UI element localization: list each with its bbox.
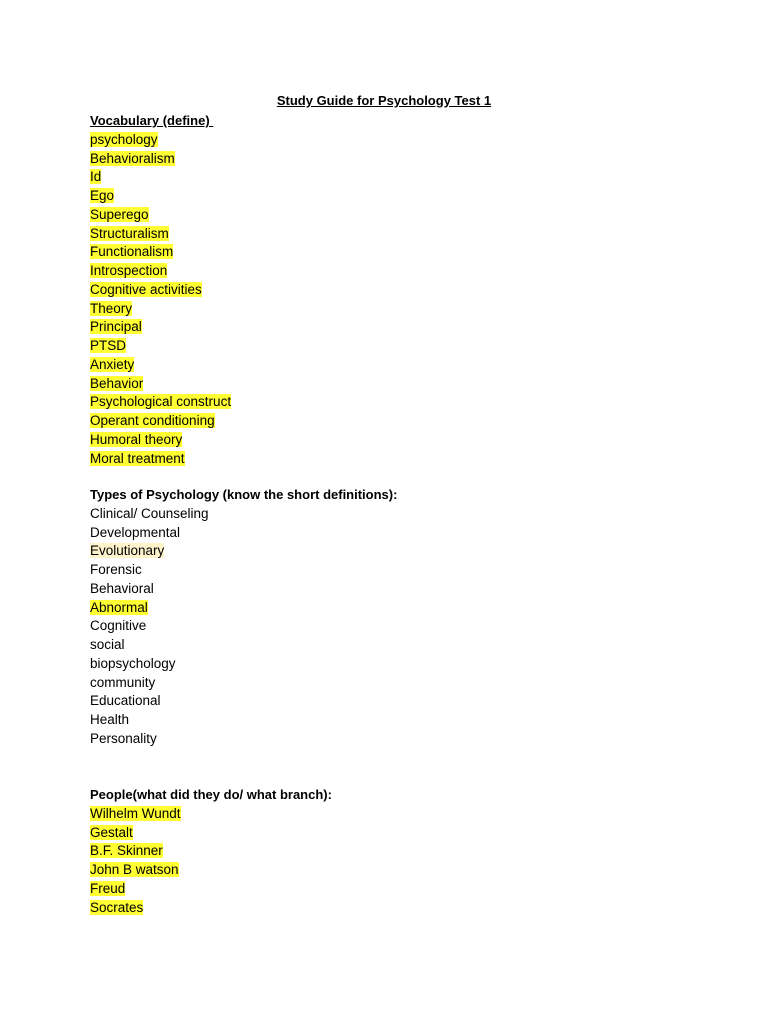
document-title: Study Guide for Psychology Test 1 bbox=[276, 93, 492, 108]
vocabulary-item-text: Psychological construct bbox=[90, 394, 232, 410]
vocabulary-item-text: Superego bbox=[90, 206, 149, 222]
vocabulary-item-text: Functionalism bbox=[90, 244, 174, 260]
type-item bbox=[90, 636, 397, 655]
person-item bbox=[90, 899, 332, 918]
types-heading: Types of Psychology (know the short definitions): bbox=[90, 487, 398, 502]
vocabulary-item bbox=[90, 206, 231, 225]
type-item-text: Behavioral bbox=[90, 580, 154, 596]
vocabulary-item-text: psychology bbox=[90, 131, 158, 147]
vocabulary-item bbox=[90, 262, 231, 281]
person-item bbox=[90, 842, 332, 861]
vocabulary-item bbox=[90, 337, 231, 356]
person-item-text: Freud bbox=[90, 880, 126, 896]
person-item bbox=[90, 861, 332, 880]
vocabulary-item-text: Id bbox=[90, 169, 102, 185]
person-item-text: Socrates bbox=[90, 899, 144, 915]
vocabulary-item bbox=[90, 131, 231, 150]
type-item-text: Cognitive bbox=[90, 618, 147, 634]
person-item-text: John B watson bbox=[90, 862, 179, 877]
type-item bbox=[90, 692, 397, 711]
vocabulary-item-text: Cognitive activities bbox=[90, 281, 202, 297]
vocabulary-item-text: Theory bbox=[90, 300, 133, 316]
type-item-text: social bbox=[90, 637, 125, 652]
people-list bbox=[90, 805, 332, 918]
vocabulary-item bbox=[90, 431, 231, 450]
vocabulary-item-text: Operant conditioning bbox=[90, 413, 215, 428]
vocabulary-item bbox=[90, 318, 231, 337]
type-item bbox=[90, 655, 397, 674]
vocabulary-item-text: Anxiety bbox=[90, 356, 135, 372]
vocabulary-item-text: Principal bbox=[90, 319, 142, 335]
type-item-text: biopsychology bbox=[90, 655, 176, 671]
person-item-text: Gestalt bbox=[90, 824, 133, 840]
type-item-text: Forensic bbox=[90, 562, 142, 577]
vocabulary-item bbox=[90, 375, 231, 394]
person-item bbox=[90, 880, 332, 899]
type-item bbox=[90, 561, 397, 580]
vocabulary-item-text: Structuralism bbox=[90, 225, 169, 241]
type-item-text: Health bbox=[90, 712, 130, 727]
type-item bbox=[90, 599, 397, 618]
vocabulary-item bbox=[90, 356, 231, 375]
type-item bbox=[90, 524, 397, 543]
vocabulary-item bbox=[90, 150, 231, 169]
people-section bbox=[90, 786, 332, 917]
person-item bbox=[90, 824, 332, 843]
vocabulary-item bbox=[90, 300, 231, 319]
type-item bbox=[90, 674, 397, 693]
type-item-text: Developmental bbox=[90, 524, 181, 540]
type-item-text: Clinical/ Counseling bbox=[90, 505, 209, 521]
type-item-text: Evolutionary bbox=[90, 543, 165, 559]
type-item-text: Educational bbox=[90, 693, 161, 709]
vocabulary-item-text: Humoral theory bbox=[90, 431, 183, 447]
type-item-text: Personality bbox=[90, 730, 157, 746]
people-heading: People(what did they do/ what branch): bbox=[90, 787, 332, 802]
types-section bbox=[90, 486, 397, 749]
type-item bbox=[90, 711, 397, 730]
vocabulary-item-text: Behavioralism bbox=[90, 150, 175, 166]
type-item bbox=[90, 730, 397, 749]
vocabulary-item-text: Introspection bbox=[90, 263, 168, 278]
vocabulary-item bbox=[90, 187, 231, 206]
type-item bbox=[90, 580, 397, 599]
person-item-text: Wilhelm Wundt bbox=[90, 805, 181, 821]
vocabulary-item-text: Ego bbox=[90, 188, 115, 203]
vocabulary-item bbox=[90, 225, 231, 244]
vocabulary-item bbox=[90, 168, 231, 187]
vocabulary-item bbox=[90, 243, 231, 262]
type-item bbox=[90, 617, 397, 636]
type-item bbox=[90, 542, 397, 561]
types-list bbox=[90, 505, 397, 749]
vocabulary-item-text: Behavior bbox=[90, 375, 144, 391]
vocabulary-item bbox=[90, 393, 231, 412]
vocabulary-heading: Vocabulary (define) bbox=[90, 113, 214, 128]
vocabulary-list bbox=[90, 131, 231, 469]
vocabulary-item bbox=[90, 281, 231, 300]
type-item-text: community bbox=[90, 674, 156, 690]
type-item-text: Abnormal bbox=[90, 599, 148, 615]
person-item-text: B.F. Skinner bbox=[90, 843, 163, 859]
vocabulary-section bbox=[90, 112, 231, 468]
vocabulary-item-text: PTSD bbox=[90, 338, 127, 353]
type-item bbox=[90, 505, 397, 524]
vocabulary-item bbox=[90, 450, 231, 469]
vocabulary-item bbox=[90, 412, 231, 431]
vocabulary-item-text: Moral treatment bbox=[90, 450, 185, 466]
person-item bbox=[90, 805, 332, 824]
